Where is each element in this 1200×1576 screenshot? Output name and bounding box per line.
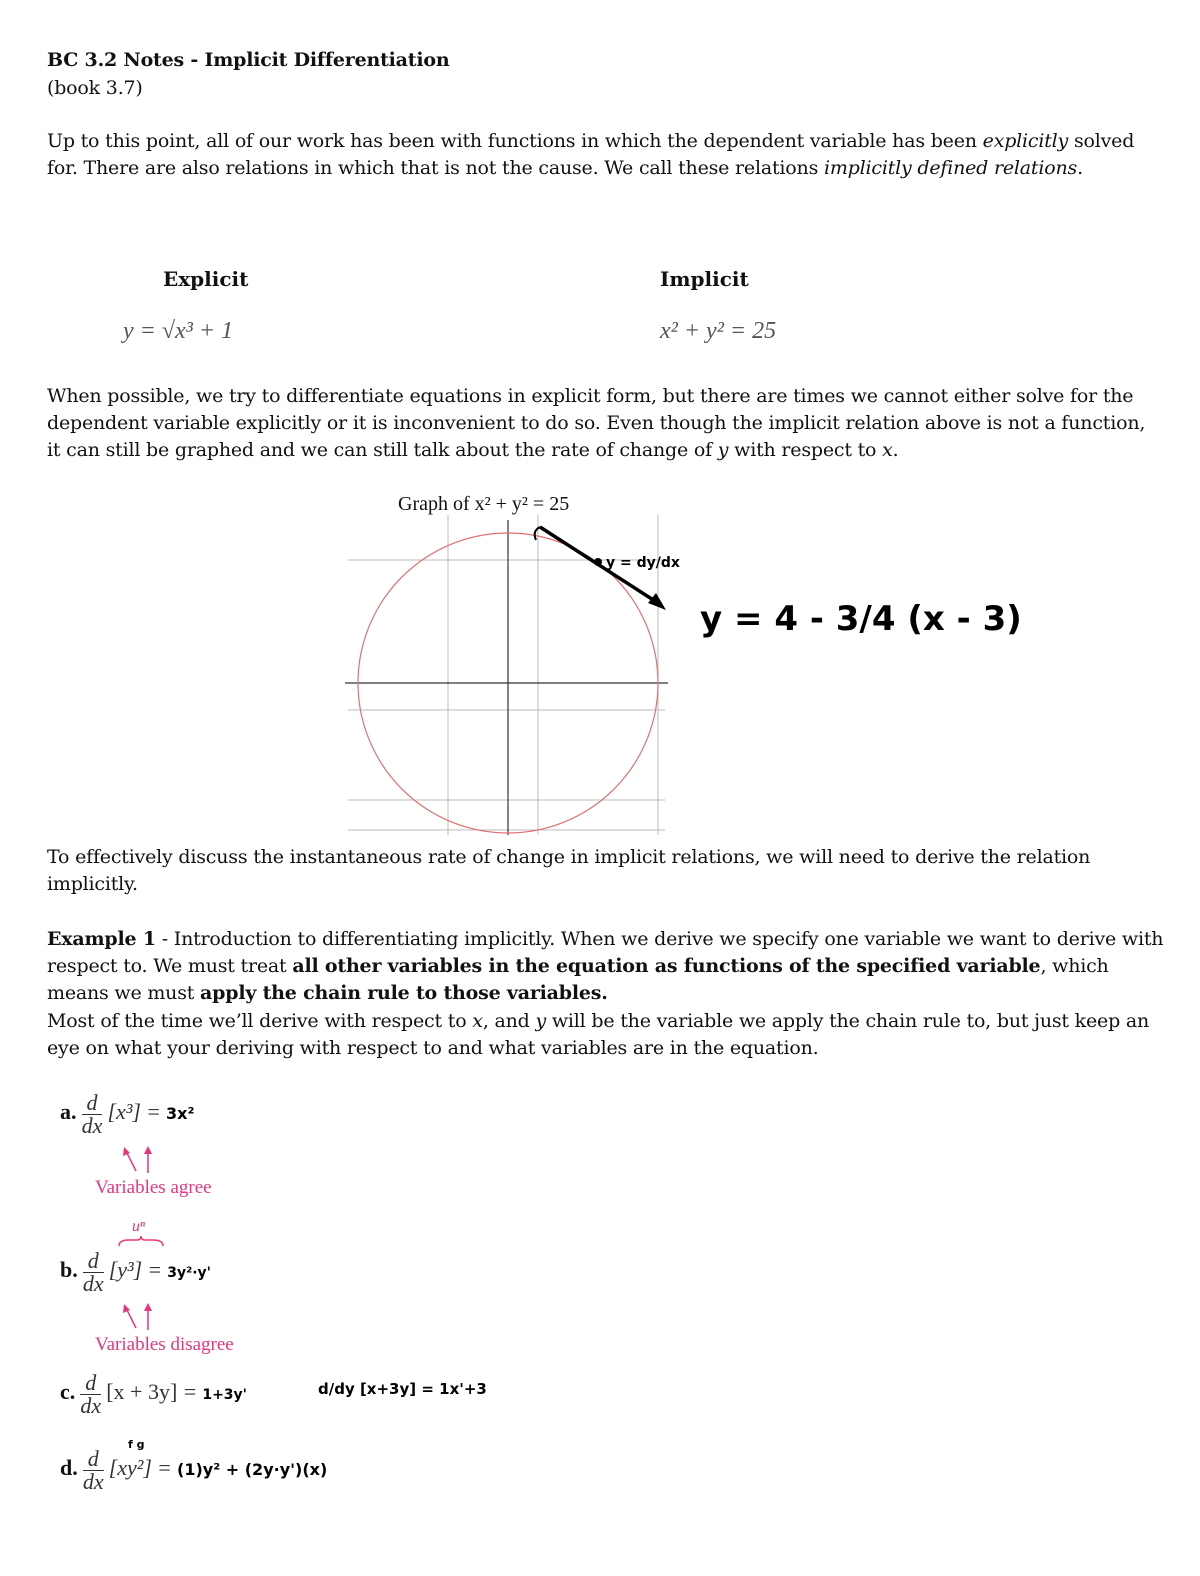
problem-c: c. $\frac{d}{dx}$ [x + 3y] = 1+3y' <box>60 1370 247 1418</box>
example-1-intro: Example 1 - Introduction to differentiating implicitly. When we derive we specify one variable we want to derive with respect to. We must treat all other variables in the equation as functions of the specified variable, which means we must apply the chain rule to those variables. <box>47 928 1164 1004</box>
paragraph-derive-implicitly: To effectively discuss the instantaneous rate of change in implicit relations, we will need to derive the relation implicitly. <box>47 846 1091 895</box>
handwritten-slope-note: y = dy/dx <box>606 555 680 571</box>
paragraph-explicit-vs-implicit: When possible, we try to differentiate equations in explicit form, but there are times we cannot either solve for the dependent variable explicitly or it is inconvenient to do so. Even though the implicit relation above is not a function, it can still be graphed and we can still talk about the rate of change of y with respect to x. <box>47 385 1146 461</box>
arrows-a <box>118 1145 158 1175</box>
implicit-equation: x² + y² = 25 <box>660 318 777 344</box>
problem-b: b. $\frac{d}{dx}$ [y³] = 3y²·y' <box>60 1248 211 1296</box>
derivative-operator: $\frac{d}{dx}$ <box>82 1446 104 1494</box>
derivative-operator: $\frac{d}{dx}$ <box>82 1248 104 1296</box>
example-1-note: Most of the time we’ll derive with respect to x, and y will be the variable we apply the chain rule to, but just keep an eye on what your deriving with respect to and what variables are in the equation. <box>47 1010 1150 1059</box>
tangent-point <box>594 558 602 566</box>
brace-icon <box>117 1236 165 1248</box>
handwritten-answer-b: 3y²·y' <box>167 1265 211 1281</box>
page-title: BC 3.2 Notes - Implicit Differentiation <box>47 49 450 71</box>
graph-title: Graph of x² + y² = 25 <box>398 493 570 515</box>
implicit-label: Implicit <box>660 267 749 291</box>
note-variables-agree: Variables agree <box>95 1177 212 1198</box>
tangent-tick-mark <box>535 527 540 540</box>
handwritten-answer-d: (1)y² + (2y·y')(x) <box>177 1460 328 1479</box>
arrows-b <box>118 1302 158 1332</box>
handwritten-answer-a: 3x² <box>165 1104 195 1123</box>
note-variables-disagree: Variables disagree <box>95 1334 234 1355</box>
problem-d: d. $\frac{d}{dx}$ [xy²] = (1)y² + (2y·y')(x) <box>60 1446 328 1494</box>
brace-label: uⁿ <box>132 1218 146 1235</box>
intro-paragraph: Up to this point, all of our work has been with functions in which the dependent variable has been explicitly solved for. There are also relations in which that is not the cause. We call these relations implicitly defined relations. <box>47 130 1135 179</box>
explicit-equation: y = √x³ + 1 <box>123 318 234 344</box>
explicit-label: Explicit <box>163 267 249 291</box>
handwritten-answer-c: 1+3y' <box>202 1387 247 1403</box>
page-subtitle: (book 3.7) <box>47 77 143 99</box>
handwritten-fg-marks: f g <box>128 1438 145 1451</box>
circle-graph <box>340 515 1022 840</box>
handwritten-extra-c: d/dy [x+3y] = 1x'+3 <box>318 1380 487 1398</box>
derivative-operator: $\frac{d}{dx}$ <box>81 1090 103 1138</box>
problem-a: a. $\frac{d}{dx}$ [x³] = 3x² <box>60 1090 195 1138</box>
handwritten-tangent-equation: y = 4 - 3/4 (x - 3) <box>700 599 1022 639</box>
derivative-operator: $\frac{d}{dx}$ <box>80 1370 102 1418</box>
tangent-arrow-head <box>648 593 666 610</box>
